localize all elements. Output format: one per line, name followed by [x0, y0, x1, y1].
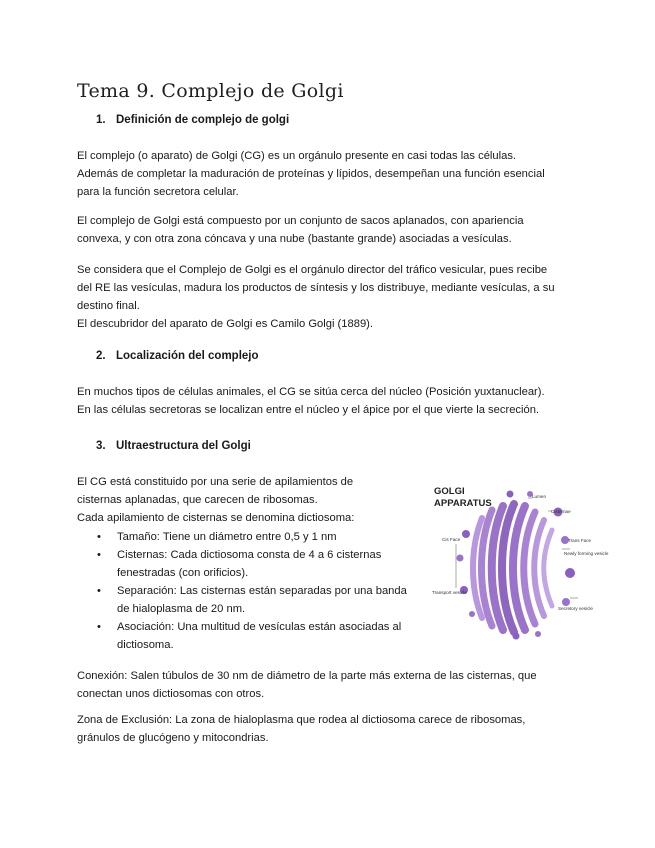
text-line: En las células secretoras se localizan entre el núcleo y el ápice por el que vierte la secreción. — [77, 404, 540, 416]
text-line: gránulos de glucógeno y mitocondrias. — [77, 732, 269, 744]
figure-title-line1: GOLGI — [434, 486, 465, 497]
section-title: Definición de complejo de golgi — [116, 114, 290, 126]
text-line: fenestradas (con orificios). — [117, 567, 249, 579]
bullet-icon: • — [97, 549, 101, 561]
label-cis-face: Cis Face — [442, 537, 461, 542]
bullet-icon: • — [97, 531, 101, 543]
text-line: En muchos tipos de células animales, el CG se sitúa cerca del núcleo (Posición yuxtanuclear). — [77, 386, 545, 398]
label-cisternae: Cisternae — [551, 509, 571, 514]
section-title: Localización del complejo — [116, 350, 259, 362]
section-heading-2 — [96, 350, 259, 362]
text-line: Además de completar la maduración de proteínas y lípidos, desempeñan una función esencial — [77, 168, 545, 180]
section-heading-1 — [96, 114, 289, 126]
list-item — [77, 546, 422, 582]
bullet-icon: • — [97, 621, 101, 633]
dictiosome-properties-list — [77, 528, 422, 654]
label-secretory-vesicle: Secretory vesicle — [558, 606, 593, 611]
section-heading-3 — [96, 440, 251, 452]
text-line: Cisternas: Cada dictiosoma consta de 4 a 6 cisternas — [117, 549, 382, 561]
text-line: destino final. — [77, 300, 140, 312]
figure-title-line2: APPARATUS — [434, 498, 492, 509]
text-line: Tamaño: Tiene un diámetro entre 0,5 y 1 nm — [117, 531, 337, 543]
paragraph-vesicular-traffic — [77, 261, 577, 333]
text-line: Conexión: Salen túbulos de 30 nm de diámetro de la parte más externa de las cisternas, que — [77, 670, 537, 682]
text-line: El complejo de Golgi está compuesto por un conjunto de sacos aplanados, con apariencia — [77, 215, 524, 227]
text-line: conectan unos dictiosomas con otros. — [77, 688, 265, 700]
text-line: para la función secretora celular. — [77, 186, 239, 198]
golgi-apparatus-figure — [420, 478, 609, 643]
list-item — [77, 528, 422, 546]
bullet-icon: • — [97, 585, 101, 597]
list-item — [77, 582, 422, 618]
list-item — [77, 618, 422, 654]
text-line: de hialoplasma de 20 nm. — [117, 603, 246, 615]
label-newly-forming-vesicle: Newly forming vesicle — [564, 551, 609, 556]
section-number: 2. — [96, 350, 106, 362]
paragraph-composition — [77, 212, 577, 248]
page-title: Tema 9. Complejo de Golgi — [77, 80, 344, 102]
text-line: Se considera que el Complejo de Golgi es el orgánulo director del tráfico vesicular, pues recibe — [77, 264, 548, 276]
paragraph-exclusion-zone — [77, 711, 577, 747]
paragraph-definition — [77, 147, 577, 201]
text-line: convexa, y con otra zona cóncava y una nube (bastante grande) asociadas a vesículas. — [77, 233, 512, 245]
label-trans-face: Trans Face — [568, 538, 592, 543]
section-title: Ultraestructura del Golgi — [116, 440, 251, 452]
text-line: cisternas aplanadas, que carecen de ribosomas. — [77, 494, 318, 506]
paragraph-connection — [77, 667, 577, 703]
paragraph-ultrastructure-intro — [77, 473, 417, 527]
section-number: 1. — [96, 114, 106, 126]
text-line: del RE las vesículas, madura los productos de síntesis y los distribuye, mediante vesículas, a su — [77, 282, 555, 294]
text-line: El complejo (o aparato) de Golgi (CG) es un orgánulo presente en casi todas las células. — [77, 150, 517, 162]
text-line: Asociación: Una multitud de vesículas están asociadas al — [117, 621, 402, 633]
label-transport-vesicle: Transport vesicle — [432, 590, 467, 595]
text-line: El CG está constituido por una serie de apilamientos de — [77, 476, 354, 488]
paragraph-localization — [77, 383, 577, 419]
cisternae-stack — [473, 504, 552, 632]
text-line: Zona de Exclusión: La zona de hialoplasma que rodea al dictiosoma carece de ribosomas, — [77, 714, 526, 726]
text-line: Separación: Las cisternas están separadas por una banda — [117, 585, 407, 597]
text-line: El descubridor del aparato de Golgi es Camilo Golgi (1889). — [77, 318, 374, 330]
section-number: 3. — [96, 440, 106, 452]
text-line: dictiosoma. — [117, 639, 174, 651]
label-lumen: Lumen — [532, 494, 547, 499]
text-line: Cada apilamiento de cisternas se denomina dictiosoma: — [77, 512, 355, 524]
golgi-illustration — [420, 478, 609, 643]
